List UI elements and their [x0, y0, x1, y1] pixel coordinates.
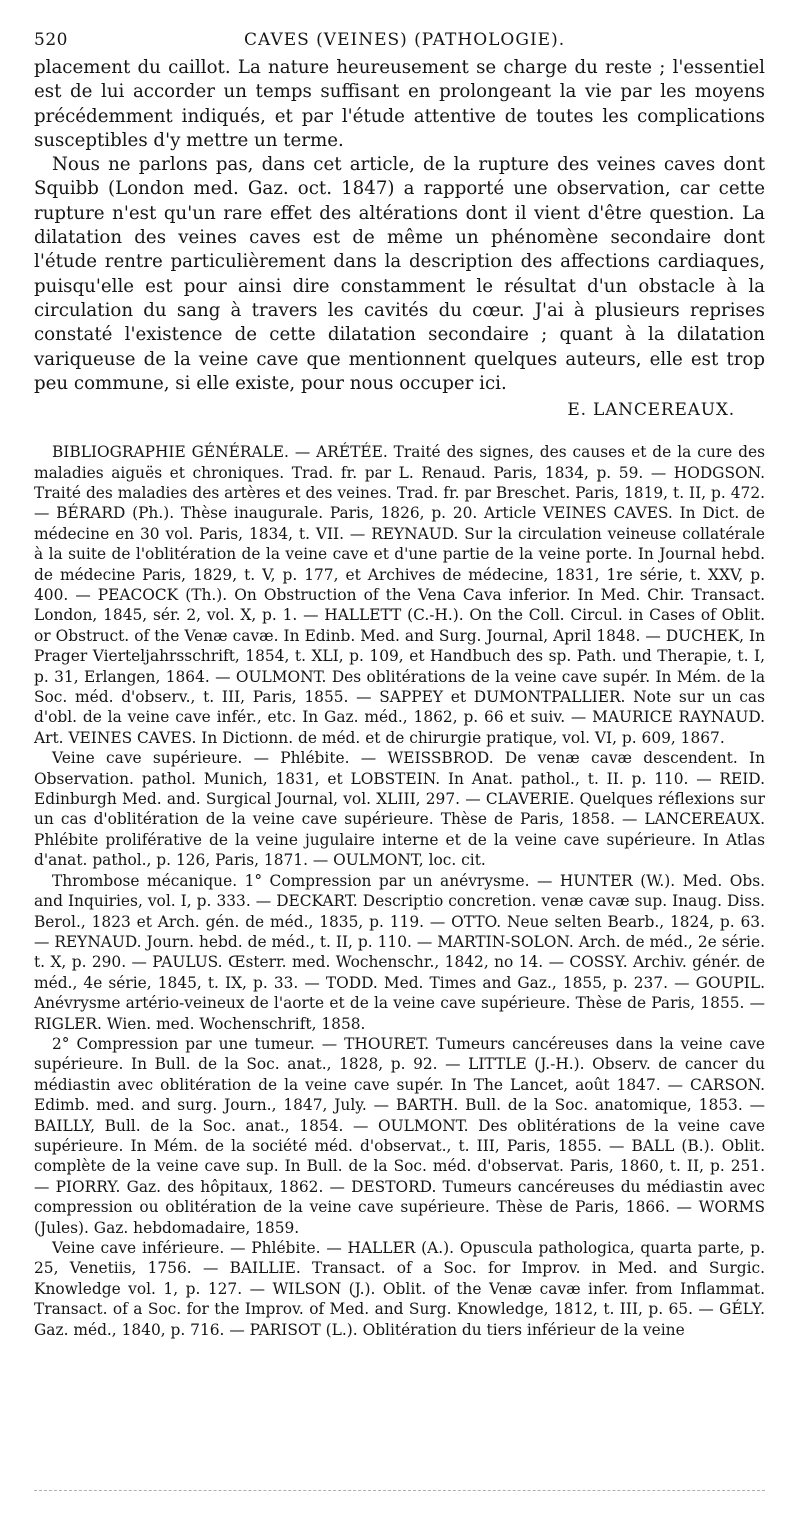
- bibliography-superior-phlebitis: Veine cave supérieure. — Phlébite. — WEISSBROD. De venæ cavæ descendent. In Observation. pathol. Munich, 1831, et LOBSTEIN. In Anat. pathol., t. II. p. 110. — REID. Edinburgh Med. and. Surgical Journal, vol. XLIII, 297. — CLAVERIE. Quelques réflexions sur un cas d'oblitération de la veine cave supérieure. Thèse de Paris, 1858. — LANCEREAUX. Phlébite proliférative de la veine jugulaire interne et de la veine cave supérieure. In Atlas d'anat. pathol., p. 126, Paris, 1871. — OULMONT, loc. cit.: [34, 749, 765, 870]
- author-signature: E. LANCEREAUX.: [567, 400, 735, 421]
- bibliography-tumor-compression: 2° Compression par une tumeur. — THOURET. Tumeurs cancéreuses dans la veine cave supérieure. In Bull. de la Soc. anat., 1828, p. 92. — LITTLE (J.-H.). Observ. de cancer du médiastin avec oblitération de la veine cave supér. In The Lancet, août 1847. — CARSON. Edimb. med. and surg. Journ., 1847, July. — BARTH. Bull. de la Soc. anatomique, 1853. — BAILLY, Bull. de la Soc. anat., 1854. — OULMONT. Des oblitérations de la veine cave supérieure. In Mém. de la société méd. d'observat., t. III, Paris, 1855. — BALL (B.). Oblit. complète de la veine cave sup. In Bull. de la Soc. méd. d'observat. Paris, 1860, t. II, p. 251. — PIORRY. Gaz. des hôpitaux, 1862. — DESTORD. Tumeurs cancéreuses du médiastin avec compression ou oblitération de la veine cave supérieure. Thèse de Paris, 1866. — WORMS (Jules). Gaz. hebdomadaire, 1859.: [34, 1034, 765, 1237]
- page-number: 520: [34, 30, 68, 50]
- running-header: [34, 30, 765, 56]
- document-page: [34, 30, 765, 1340]
- bibliography: [34, 442, 765, 1340]
- bibliography-general: BIBLIOGRAPHIE GÉNÉRALE. — ARÉTÉE. Traité des signes, des causes et de la cure des maladies aiguës et chroniques. Trad. fr. par L. Renaud. Paris, 1834, p. 59. — HODGSON. Traité des maladies des artères et des veines. Trad. fr. par Breschet. Paris, 1819, t. II, p. 472. — BÉRARD (Ph.). Thèse inaugurale. Paris, 1826, p. 20. Article VEINES CAVES. In Dict. de médecine en 30 vol. Paris, 1834, t. VII. — REYNAUD. Sur la circulation veineuse collatérale à la suite de l'oblitération de la veine cave et d'une partie de la veine porte. In Journal hebd. de médecine Paris, 1829, t. V, p. 177, et Archives de médecine, 1831, 1re série, t. XXV, p. 400. — PEACOCK (Th.). On Obstruction of the Vena Cava inferior. In Med. Chir. Transact. London, 1845, sér. 2, vol. X, p. 1. — HALLETT (C.-H.). On the Coll. Circul. in Cases of Oblit. or Obstruct. of the Venæ cavæ. In Edinb. Med. and Surg. Journal, April 1848. — DUCHEK, In Prager Vierteljahrsschrift, 1854, t. XLI, p. 109, et Handbuch des sp. Path. und Therapie, t. I, p. 31, Erlangen, 1864. — OULMONT. Des oblitérations de la veine cave supér. In Mém. de la Soc. méd. d'observ., t. III, Paris, 1855. — SAPPEY et DUMONTPALLIER. Note sur un cas d'obl. de la veine cave infér., etc. In Gaz. méd., 1862, p. 66 et suiv. — MAURICE RAYNAUD. Art. VEINES CAVES. In Dictionn. de méd. et de chirurgie pratique, vol. VI, p. 609, 1867.: [34, 443, 765, 747]
- running-title: CAVES (VEINES) (PATHOLOGIE).: [244, 30, 566, 50]
- footer-rule: [34, 1490, 765, 1491]
- bibliography-mechanical-thrombosis: Thrombose mécanique. 1° Compression par un anévrysme. — HUNTER (W.). Med. Obs. and Inquiries, vol. I, p. 333. — DECKART. Descriptio concretion. venæ cavæ sup. Inaug. Diss. Berol., 1823 et Arch. gén. de méd., 1835, p. 119. — OTTO. Neue selten Bearb., 1824, p. 63. — REYNAUD. Journ. hebd. de méd., t. II, p. 110. — MARTIN-SOLON. Arch. de méd., 2e série. t. X, p. 290. — PAULUS. Œsterr. med. Wochenschr., 1842, no 14. — COSSY. Archiv. génér. de méd., 4e série, 1845, t. IX, p. 33. — TODD. Med. Times and Gaz., 1855, p. 237. — GOUPIL. Anévrysme artério-veineux de l'aorte et de la veine cave supérieure. Thèse de Paris, 1855. — RIGLER. Wien. med. Wochenschrift, 1858.: [34, 871, 765, 1033]
- article-body: [34, 56, 765, 396]
- body-paragraph-1: placement du caillot. La nature heureusement se charge du reste ; l'essentiel est de lui accorder un temps suffisant en prolongeant la vie par les moyens précédemment indiqués, et par l'étude attentive de toutes les complications susceptibles d'y mettre un terme.: [34, 57, 765, 151]
- body-paragraph-2: Nous ne parlons pas, dans cet article, de la rupture des veines caves dont Squibb (London med. Gaz. oct. 1847) a rapporté une observation, car cette rupture n'est qu'un rare effet des altérations dont il vient d'être question. La dilatation des veines caves est de même un phénomène secondaire dont l'étude rentre particulièrement dans la description des affections cardiaques, puisqu'elle est pour ainsi dire constamment le résultat d'un obstacle à la circulation du sang à travers les cavités du cœur. J'ai à plusieurs reprises constaté l'existence de cette dilatation secondaire ; quant à la dilatation variqueuse de la veine cave que mentionnent quelques auteurs, elle est trop peu commune, si elle existe, pour nous occuper ici.: [34, 154, 765, 394]
- bibliography-inferior-phlebitis: Veine cave inférieure. — Phlébite. — HALLER (A.). Opuscula pathologica, quarta parte, p. 25, Venetiis, 1756. — BAILLIE. Transact. of a Soc. for Improv. in Med. and Surgic. Knowledge vol. 1, p. 127. — WILSON (J.). Oblit. of the Venæ cavæ infer. from Inflammat. Transact. of a Soc. for the Improv. of Med. and Surg. Knowledge, 1812, t. III, p. 65. — GÉLY. Gaz. méd., 1840, p. 716. — PARISOT (L.). Oblitération du tiers inférieur de la veine: [34, 1239, 765, 1339]
